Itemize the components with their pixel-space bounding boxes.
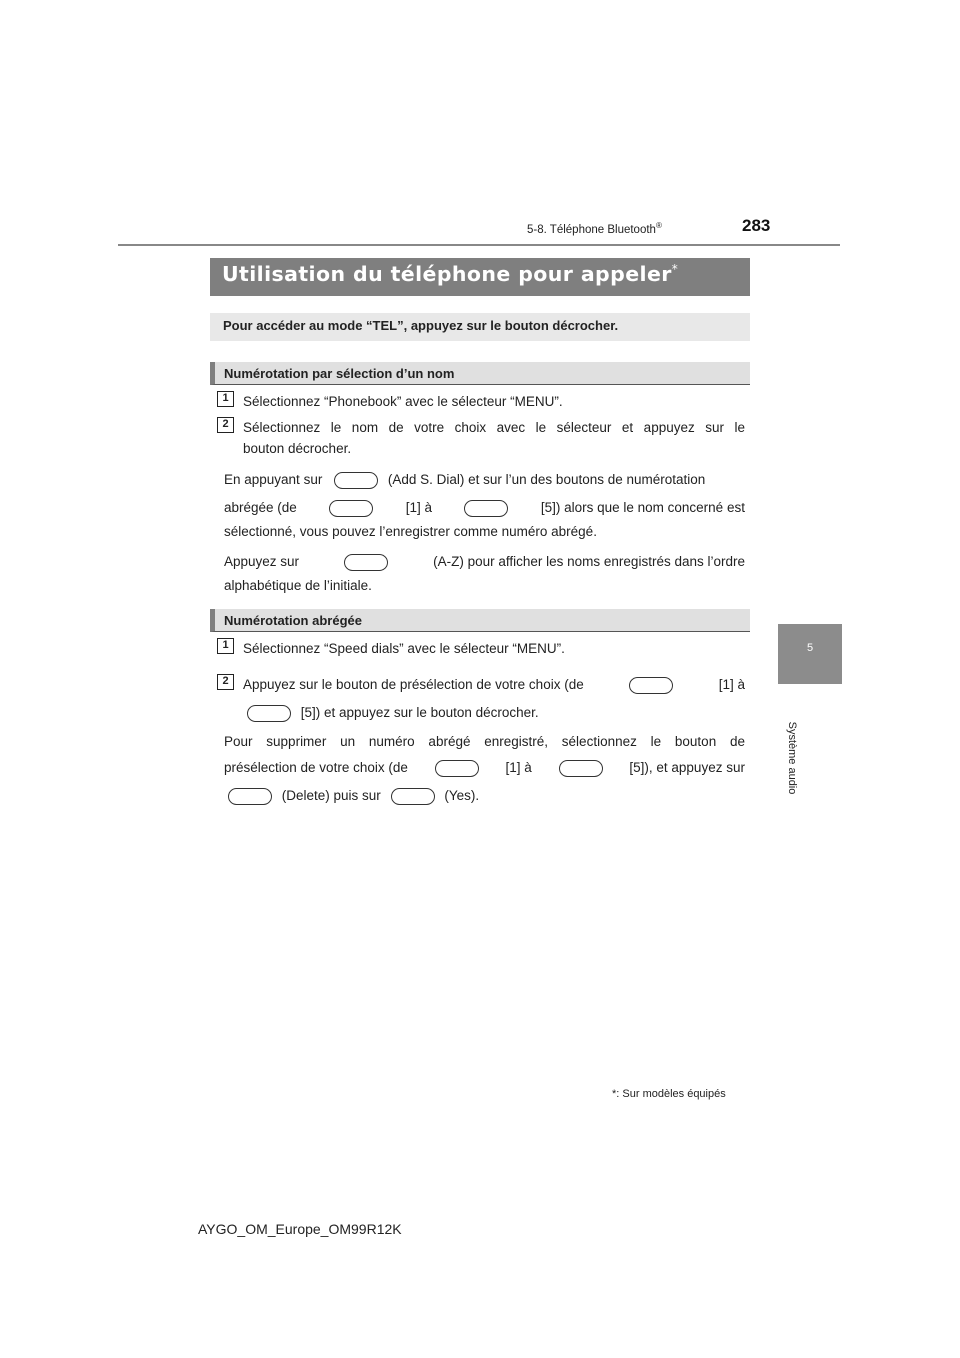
step-number: 2 [217,417,234,433]
preset-button-icon [629,677,673,694]
a-z-button-icon [344,554,388,571]
step-text: Sélectionnez “Phonebook” avec le sélecteur “MENU”. [243,394,563,409]
intro-text: Pour accéder au mode “TEL”, appuyez sur le bouton décrocher. [223,318,619,333]
section-heading-name-dial: Numérotation par sélection d’un nom [224,366,455,381]
page-number: 283 [742,216,771,235]
page-title: Utilisation du téléphone pour appeler* [222,262,679,286]
paragraph-line: Appuyez sur (A-Z) pour afficher les noms enregistrés dans l’ordre [224,554,745,569]
paragraph-line: En appuyant sur (Add S. Dial) et sur l’un des boutons de numérotation [224,472,706,487]
equipment-star-icon: * [671,262,679,276]
step-number: 1 [217,391,234,407]
header-divider [118,244,840,246]
paragraph-line: Pour supprimer un numéro abrégé enregistré, sélectionnez le bouton de [224,734,745,749]
step-text: [5]) et appuyez sur le bouton décrocher. [243,703,539,723]
step-number: 1 [217,638,234,654]
preset-button-icon [559,760,603,777]
paragraph-line: (Delete) puis sur (Yes). [224,786,479,806]
paragraph-line: présélection de votre choix (de [1] à [5]), et appuyez sur [224,760,745,775]
step-number: 2 [217,674,234,690]
header-section-title: 5-8. Téléphone Bluetooth® [527,221,662,236]
paragraph-line: abrégée (de [1] à [5]) alors que le nom concerné est [224,500,745,515]
preset-button-icon [464,500,508,517]
footnote: *: Sur modèles équipés [612,1088,726,1100]
preset-button-icon [329,500,373,517]
yes-button-icon [391,788,435,805]
step-text: Sélectionnez le nom de votre choix avec le sélecteur et appuyez sur le [243,420,745,435]
step-text: Sélectionnez “Speed dials” avec le sélecteur “MENU”. [243,641,565,656]
star-icon: * [612,1088,617,1100]
step-text: Appuyez sur le bouton de présélection de votre choix (de [1] à [243,677,745,692]
paragraph-line: alphabétique de l’initiale. [224,578,372,593]
preset-button-icon [247,705,291,722]
preset-button-icon [435,760,479,777]
chapter-label: Système audio [786,721,798,795]
section-heading-speed-dial: Numérotation abrégée [224,613,362,628]
paragraph-line: sélectionné, vous pouvez l’enregistrer comme numéro abrégé. [224,524,597,539]
delete-button-icon [228,788,272,805]
step-text: bouton décrocher. [243,441,352,456]
add-s-dial-button-icon [334,472,378,489]
document-code: AYGO_OM_Europe_OM99R12K [198,1221,402,1237]
chapter-number: 5 [806,642,814,654]
